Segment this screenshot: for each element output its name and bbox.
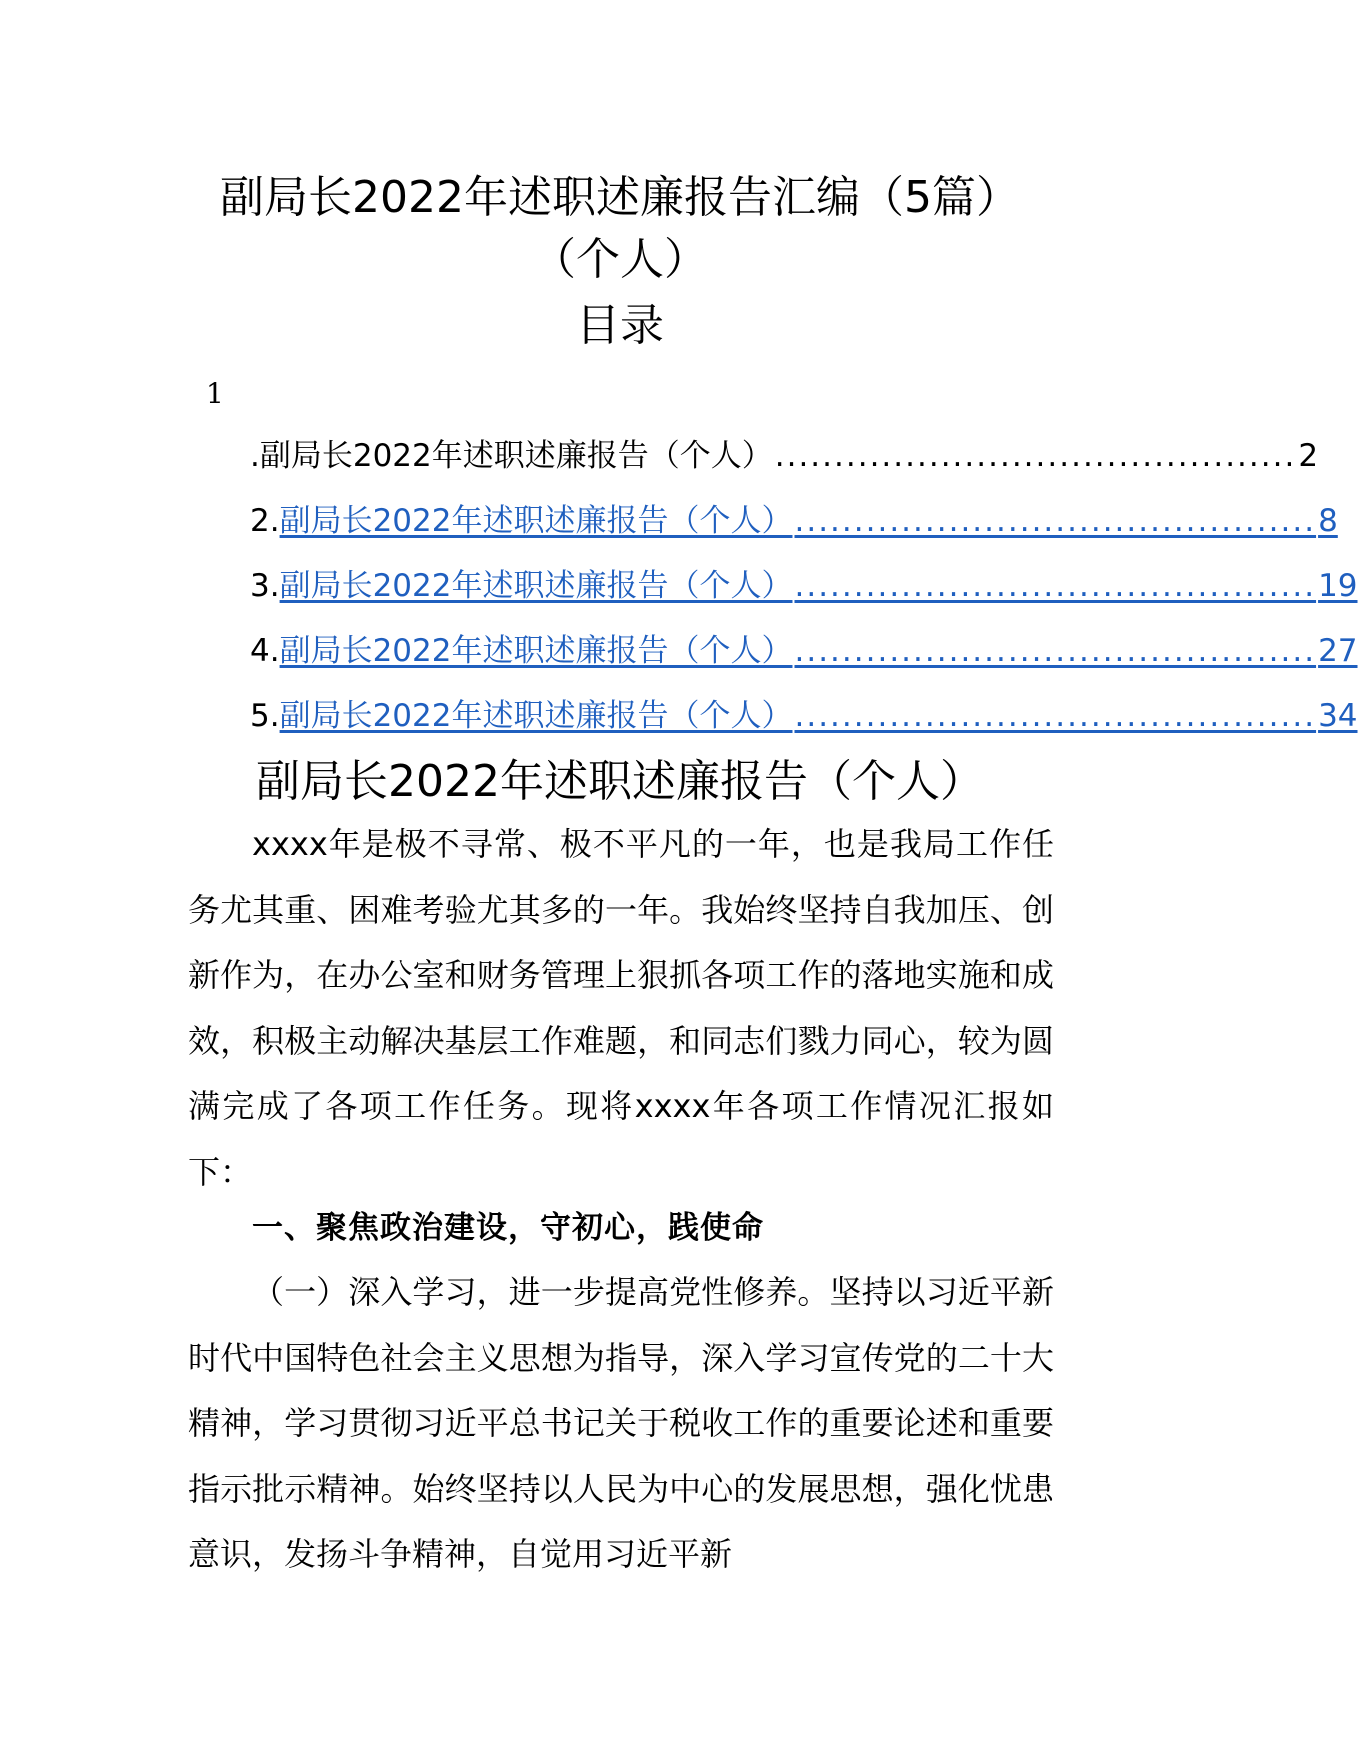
toc-entry-page: 19 <box>1318 568 1358 604</box>
body-paragraph-intro: xxxx年是极不寻常、极不平凡的一年，也是我局工作任务尤其重、困难考验尤其多的一年。我始终坚持自我加压、创新作为，在办公室和财务管理上狠抓各项工作的落地实施和成效，积极主动解决基层工作难题，和同志们戮力同心，较为圆满完成了各项工作任务。现将xxxx年各项工作情况汇报如下： <box>188 825 1054 1191</box>
toc-dot-leader: ............................................ <box>794 568 1317 604</box>
toc-dot-leader: ............................................ <box>794 503 1317 539</box>
toc-entry-link[interactable] <box>250 434 1318 478</box>
toc-entry-2[interactable] <box>250 499 1338 564</box>
body-paragraph-study: （一）深入学习，进一步提高党性修养。坚持以习近平新时代中国特色社会主义思想为指导，深入学习宣传党的二十大精神，学习贯彻习近平总书记关于税收工作的重要论述和重要指示批示精神。始终坚持以人民为中心的发展思想，强化忧患意识，发扬斗争精神，自觉用习近平新 <box>188 1273 1054 1573</box>
toc-entry-link[interactable] <box>280 694 1358 738</box>
toc-entry-number: 5. <box>250 698 280 734</box>
toc-dot-leader: ............................................ <box>774 438 1297 474</box>
toc-entry-label: 副局长2022年述职述廉报告（个人） <box>279 568 793 604</box>
toc-entry-page: 2 <box>1298 438 1319 474</box>
toc-entry-label: 副局长2022年述职述廉报告（个人） <box>279 633 793 669</box>
toc-entry-page: 34 <box>1318 698 1358 734</box>
toc-entry-label: 副局长2022年述职述廉报告（个人） <box>279 698 793 734</box>
toc-dot-leader: ............................................ <box>794 633 1317 669</box>
toc-number-marker: 1 <box>206 377 224 410</box>
toc-entry-3[interactable] <box>250 564 1358 629</box>
document-title-line2: （个人） <box>532 234 708 285</box>
section-heading-one: 一、聚焦政治建设，守初心，践使命 <box>252 1210 764 1246</box>
toc-entry-label: 副局长2022年述职述廉报告（个人） <box>279 503 793 539</box>
toc-entry-1[interactable] <box>250 434 1319 499</box>
toc-entry-5[interactable] <box>250 694 1358 759</box>
toc-entry-link[interactable] <box>280 499 1338 543</box>
document-title-line1: 副局长2022年述职述廉报告汇编（5篇） <box>220 172 1020 223</box>
toc-entry-link[interactable] <box>280 629 1358 673</box>
toc-entry-4[interactable] <box>250 629 1358 694</box>
toc-dot-leader: ............................................ <box>794 698 1317 734</box>
section-title: 副局长2022年述职述廉报告（个人） <box>256 756 984 807</box>
toc-entry-number: 2. <box>250 503 280 539</box>
toc-entry-link[interactable] <box>280 564 1358 608</box>
table-of-contents <box>250 434 1358 759</box>
toc-entry-number: 3. <box>250 568 280 604</box>
toc-entry-page: 27 <box>1318 633 1358 669</box>
toc-entry-label: .副局长2022年述职述廉报告（个人） <box>250 438 773 474</box>
toc-heading: 目录 <box>576 300 664 351</box>
toc-entry-number: 4. <box>250 633 280 669</box>
toc-entry-page: 8 <box>1318 503 1338 539</box>
